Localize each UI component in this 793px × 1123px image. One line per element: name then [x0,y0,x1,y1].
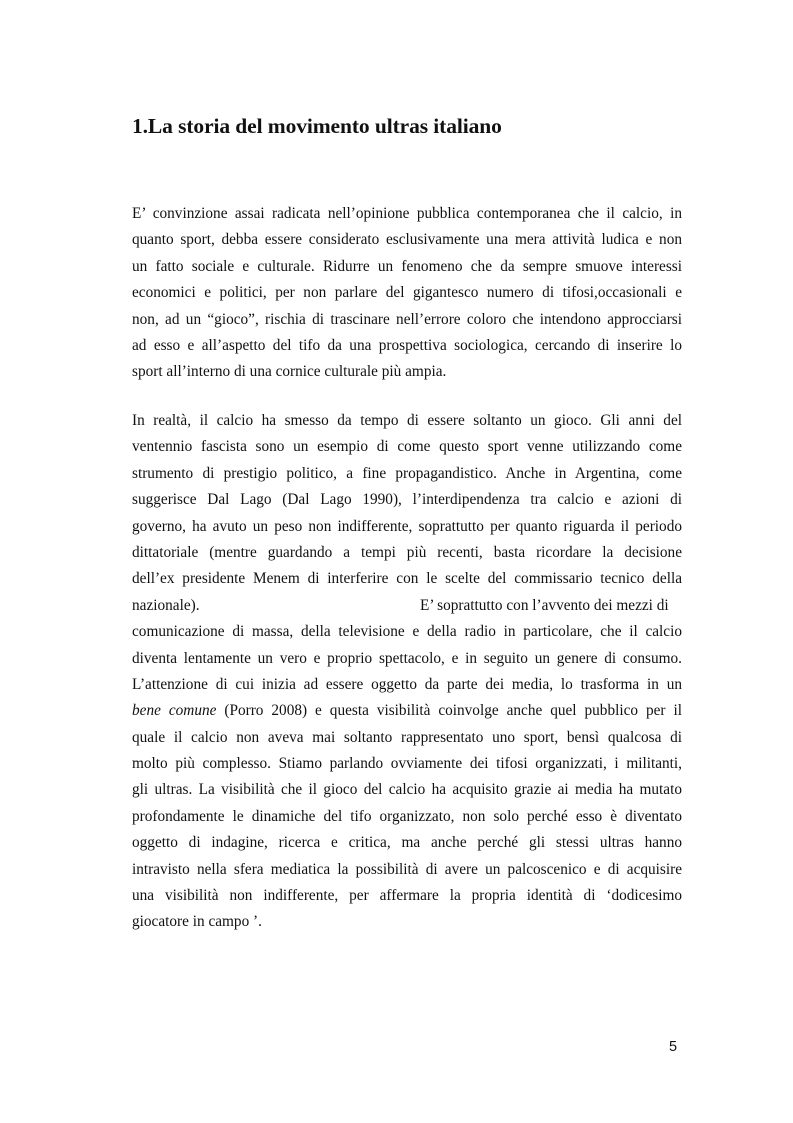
text-line: intravisto nella sfera mediatica la possibilità di avere un palcoscenico e di acquisire [132,860,682,878]
text-line: governo, ha avuto un peso non indifferente, soprattutto per quanto riguarda il periodo [132,517,682,535]
text-line: E’ convinzione assai radicata nell’opinione pubblica contemporanea che il calcio, in [132,205,682,222]
text-line: diventa lentamente un vero e proprio spettacolo, e in seguito un genere di consumo. [132,649,682,667]
text-line: L’attenzione di cui inizia ad essere oggetto da parte dei media, lo trasforma in un [132,675,682,693]
text-line: quanto sport, debba essere considerato esclusivamente una mera attività ludica e non [132,231,682,249]
text-line: sport all’interno di una cornice culturale più ampia. [132,363,447,381]
gap-line-left: nazionale). [132,596,200,614]
text-line: ad esso e all’aspetto del tifo da una prospettiva sociologica, cercando di inserire lo [132,336,682,354]
text-line: un fatto sociale e culturale. Ridurre un fenomeno che da sempre smuove interessi [132,257,682,275]
text-line: gli ultras. La visibilità che il gioco del calcio ha acquisito grazie ai media ha mutato [132,781,682,799]
italic-term: bene comune [132,702,217,720]
text-line: suggerisce Dal Lago (Dal Lago 1990), l’interdipendenza tra calcio e azioni di [132,491,682,509]
gap-line-right: E’ soprattutto con l’avvento dei mezzi di [420,596,669,614]
text-line: In realtà, il calcio ha smesso da tempo di essere soltanto un gioco. Gli anni del [132,412,682,429]
text-line-with-gap [132,593,682,619]
italic-line-rest: (Porro 2008) e questa visibilità coinvolge anche quel pubblico per il [216,702,682,720]
text-line: non, ad un “gioco”, rischia di trascinare nell’errore coloro che intendono approcciarsi [132,310,682,328]
text-line-italic-term [132,698,682,724]
text-line: strumento di prestigio politico, a fine propagandistico. Anche in Argentina, come [132,464,682,482]
text-line: ventennio fascista sono un esempio di come questo sport venne utilizzando come [132,438,682,456]
text-line: giocatore in campo ’. [132,913,262,931]
page-number: 5 [669,1039,678,1055]
chapter-heading: 1.La storia del movimento ultras italiano [132,114,502,138]
text-line: dittatoriale (mentre guardando a tempi più recenti, basta ricordare la decisione [132,543,682,561]
text-line: quale il calcio non aveva mai soltanto rappresentato uno sport, bensì qualcosa di [132,728,682,746]
text-line: economici e politici, per non parlare del gigantesco numero di tifosi,occasionali e [132,284,682,302]
text-line: comunicazione di massa, della televisione e della radio in particolare, che il calcio [132,623,682,641]
paragraph-1 [132,201,682,386]
text-line: dell’ex presidente Menem di interferire con le scelte del commissario tecnico della [132,570,682,588]
text-line: profondamente le dinamiche del tifo organizzato, non solo perché esso è diventato [132,807,682,825]
paragraph-2 [132,408,682,936]
text-line: oggetto di indagine, ricerca e critica, ma anche perché gli stessi ultras hanno [132,834,682,852]
text-line: molto più complesso. Stiamo parlando ovviamente dei tifosi organizzati, i militanti, [132,755,682,773]
text-line: una visibilità non indifferente, per affermare la propria identità di ‘dodicesimo [132,887,682,905]
